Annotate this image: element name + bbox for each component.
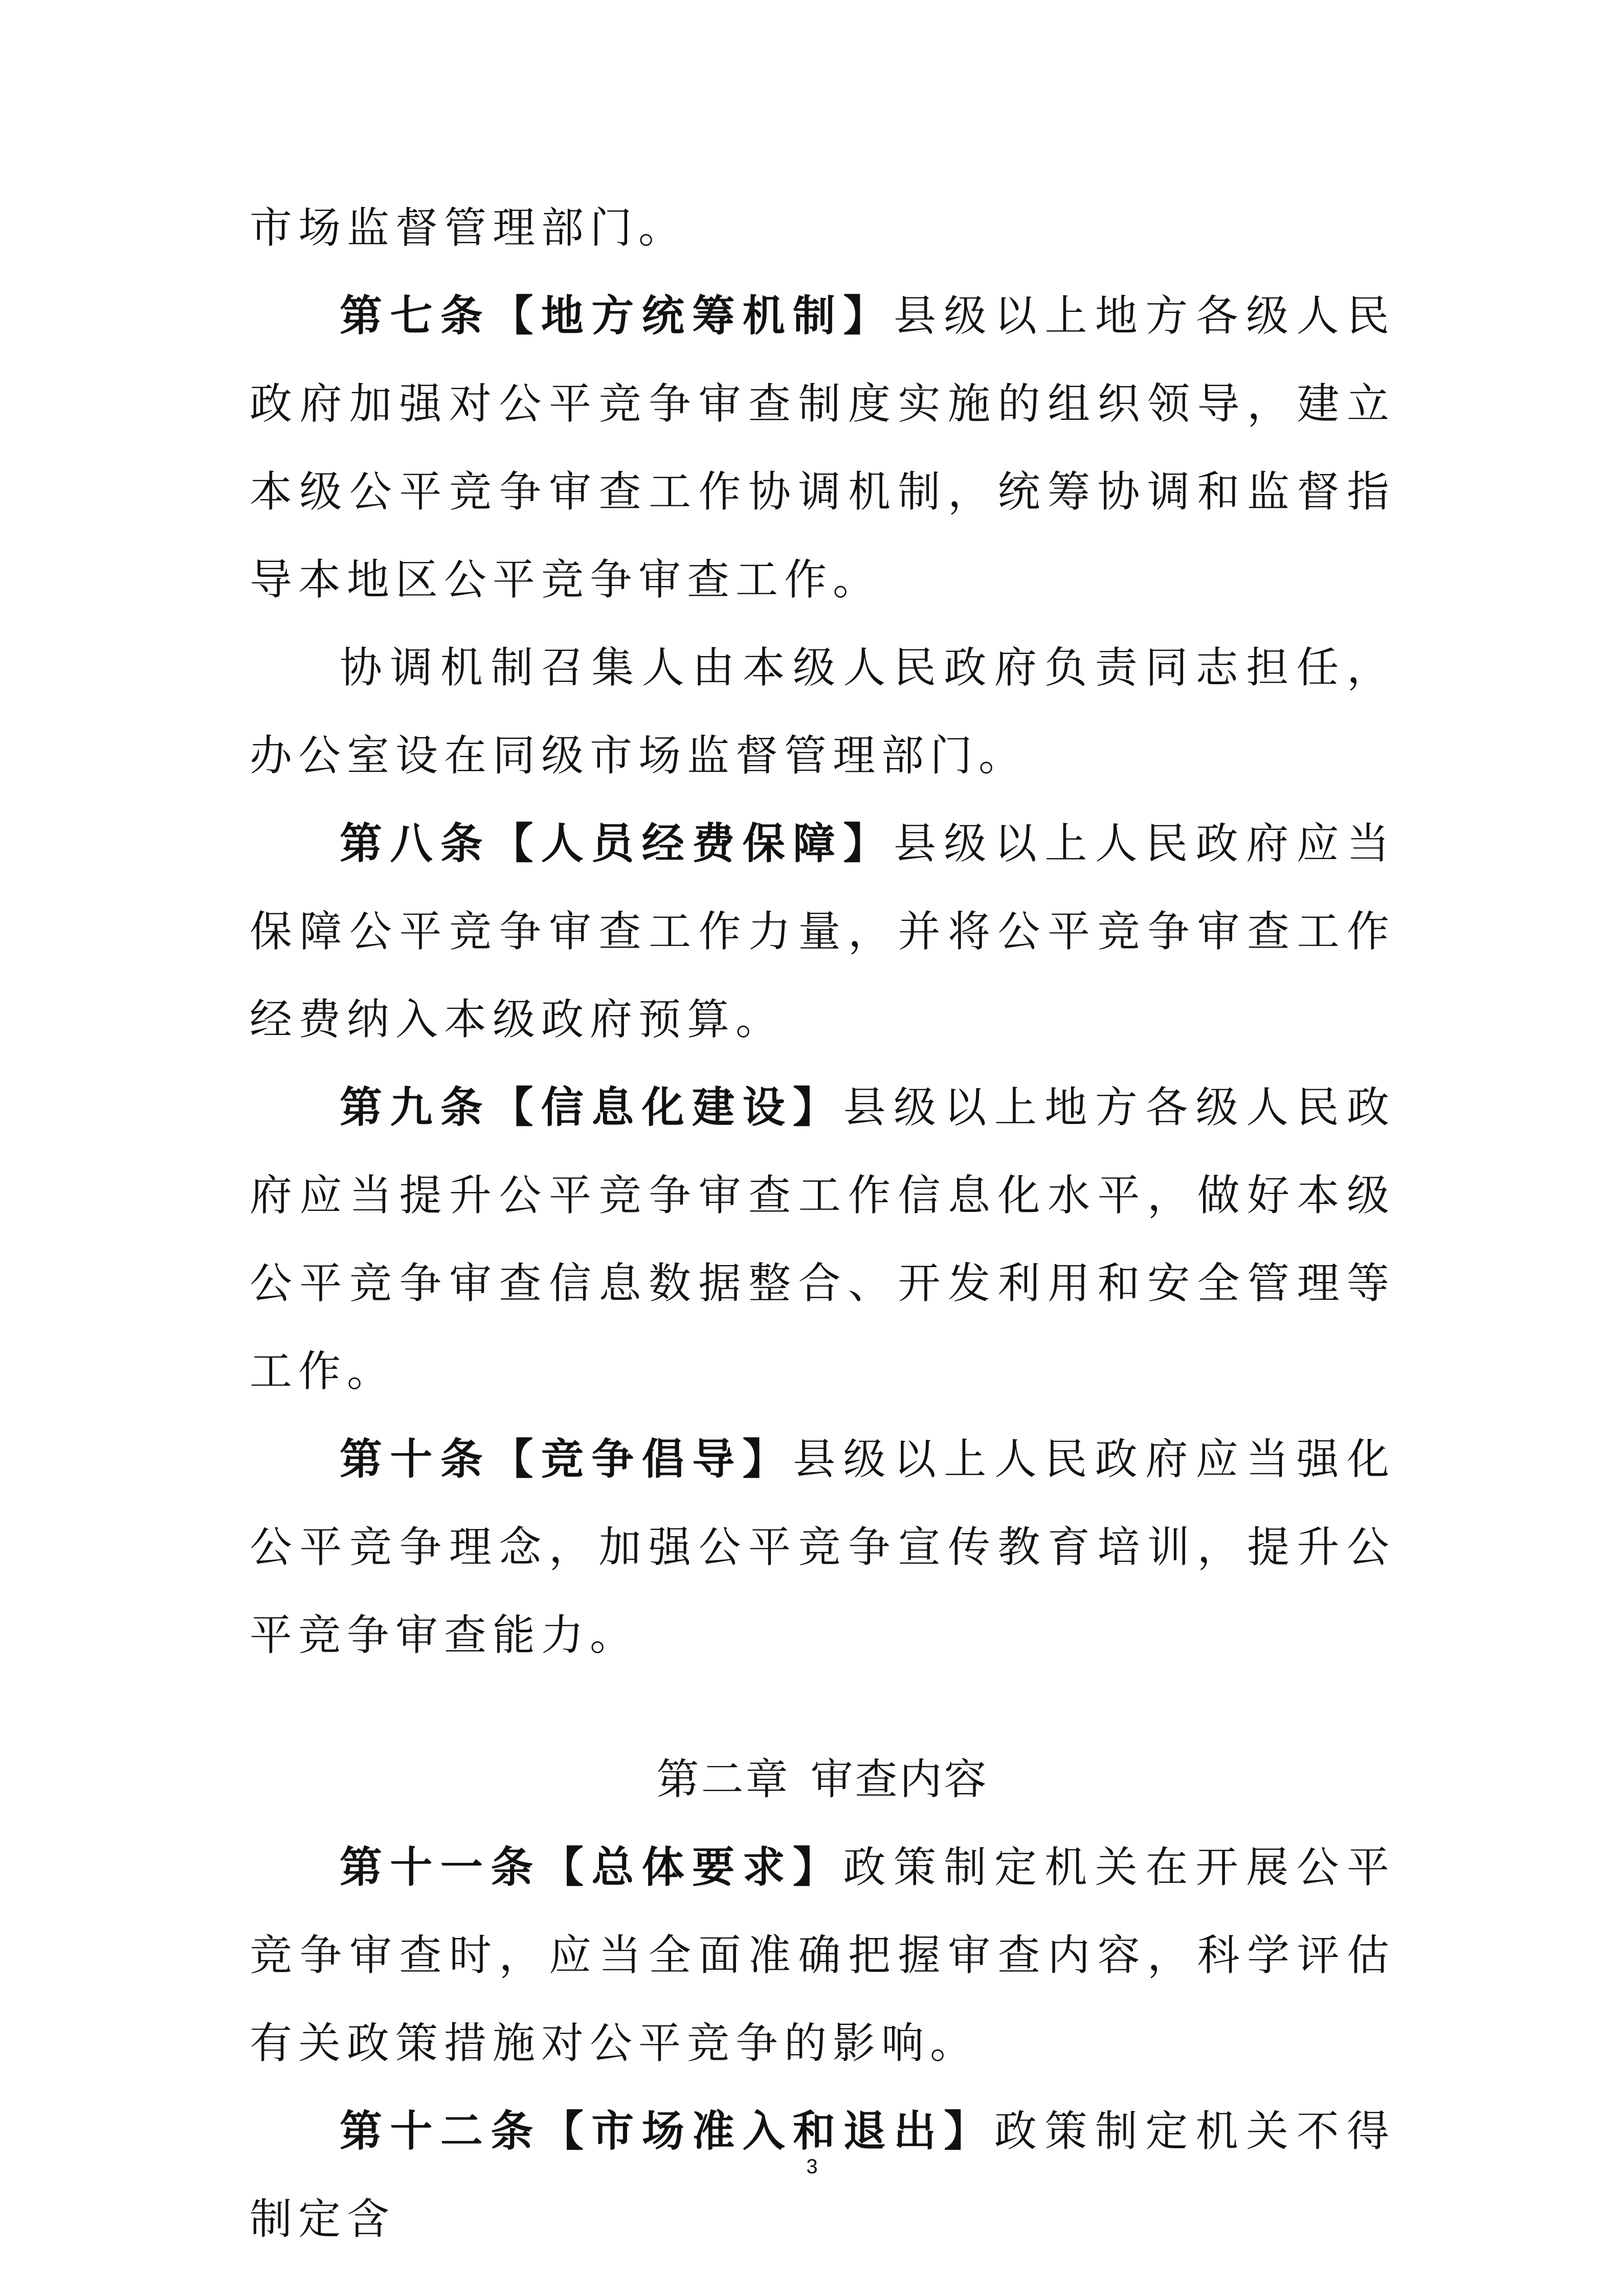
article-title: 【地方统筹机制】 [491, 291, 894, 341]
article-title: 【总体要求】 [541, 1842, 843, 1892]
article-body: 县级以上地方各级人民政府应当提升公平竞争审查工作信息化水平，做好本级公平竞争审查信息数据整合、开发利用和安全管理等工作。 [250, 1083, 1396, 1396]
chapter-heading [250, 1736, 1395, 1824]
article-title: 【竞争倡导】 [491, 1434, 793, 1484]
article-7-paragraph-2: 协调机制召集人由本级人民政府负责同志担任，办公室设在同级市场监督管理部门。 [250, 643, 1395, 780]
paragraph-continuation: 市场监督管理部门。 [250, 203, 687, 253]
chapter-title: 审查内容 [810, 1754, 989, 1804]
article-title: 【人员经费保障】 [491, 819, 894, 868]
document-body [250, 184, 1395, 2263]
article-9 [250, 1064, 1395, 1415]
article-10 [250, 1415, 1395, 1679]
article-number: 第八条 [340, 819, 491, 868]
article-body: 政策制定机关不得制定含 [250, 2106, 1396, 2244]
article-title: 【信息化建设】 [491, 1083, 843, 1132]
article-body: 县级以上地方各级人民政府加强对公平竞争审查制度实施的组织领导，建立本级公平竞争审查工作协调机制，统筹协调和监督指导本地区公平竞争审查工作。 [250, 291, 1396, 604]
article-number: 第十条 [340, 1434, 491, 1484]
chapter-number: 第二章 [656, 1754, 790, 1804]
article-11 [250, 1824, 1395, 2087]
article-body: 县级以上人民政府应当强化公平竞争理念，加强公平竞争宣传教育培训，提升公平竞争审查能力。 [250, 1434, 1396, 1660]
article-number: 第九条 [340, 1083, 491, 1132]
article-7 [250, 272, 1395, 624]
article-body: 县级以上人民政府应当保障公平竞争审查工作力量，并将公平竞争审查工作经费纳入本级政府预算。 [250, 819, 1396, 1044]
article-number: 第十二条 [340, 2106, 541, 2156]
article-number: 第十一条 [340, 1842, 541, 1892]
article-number: 第七条 [340, 291, 491, 341]
article-title: 【市场准入和退出】 [541, 2106, 994, 2156]
page-number: 3 [806, 2155, 818, 2178]
article-body: 政策制定机关在开展公平竞争审查时，应当全面准确把握审查内容，科学评估有关政策措施对公平竞争的影响。 [250, 1842, 1396, 2068]
article-8 [250, 800, 1395, 1064]
